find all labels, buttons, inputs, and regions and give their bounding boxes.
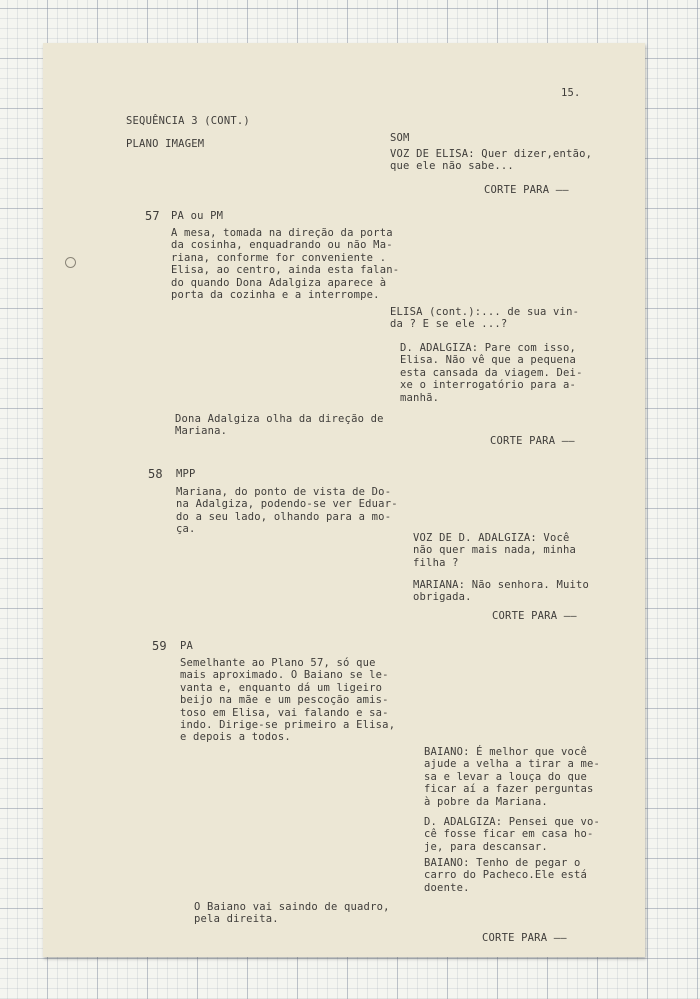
image-column-header: PLANO IMAGEM [126, 138, 205, 150]
sound-column-header: SOM [390, 132, 410, 144]
shot-image-description: Mariana, do ponto de vista de Do- na Adalgiza, podendo-se ver Eduar- do a seu lado, olhando para a mo- ça. [176, 486, 398, 536]
cut-marker: CORTE PARA —— [492, 610, 577, 622]
cut-marker: CORTE PARA —— [490, 435, 575, 447]
dialogue-adalgiza: D. ADALGIZA: Pensei que vo- cê fosse ficar em casa ho- je, para descansar. [424, 816, 601, 853]
dialogue-adalgiza: D. ADALGIZA: Pare com isso, Elisa. Não vê que a pequena esta cansada da viagem. Dei- xe o interrogatório para a- manhã. [400, 342, 583, 404]
punch-hole [65, 257, 76, 268]
shot-number: 59 [152, 639, 167, 653]
dialogue-baiano: BAIANO: É melhor que você ajude a velha a tirar a me- sa e levar a louça do que ficar aí a fazer perguntas à pobre da Mariana. [424, 746, 601, 808]
page-number: 15. [561, 87, 581, 99]
shot-type: PA [180, 640, 194, 652]
opening-dialogue: VOZ DE ELISA: Quer dizer,então, que ele não sabe... [390, 148, 593, 173]
dialogue-mariana: MARIANA: Não senhora. Muito obrigada. [413, 579, 590, 604]
shot-image-description: A mesa, tomada na direção da porta da cosinha, enquadrando ou não Ma- riana, conforme for conveniente . Elisa, ao centro, ainda esta falan- do quando Dona Adalgiza aparece à porta da cozinha e a interrompe. [171, 227, 400, 302]
shot-type: MPP [176, 468, 196, 480]
dialogue-elisa: ELISA (cont.):... de sua vin- da ? E se ele ...? [390, 306, 580, 331]
shot-image-description: O Baiano vai saindo de quadro, pela direita. [194, 901, 390, 926]
dialogue-baiano: BAIANO: Tenho de pegar o carro do Pacheco.Ele está doente. [424, 857, 588, 894]
shot-image-description: Semelhante ao Plano 57, só que mais aproximado. O Baiano se le- vanta e, enquanto dá um ligeiro beijo na mãe e um pescoção amis- toso em Elisa, vai falando e sa- indo. Dirige-se primeiro a Elisa, e depois a todos. [180, 657, 396, 744]
cut-marker: CORTE PARA —— [484, 184, 569, 196]
typewritten-script-page [43, 43, 645, 957]
dialogue-adalgiza: VOZ DE D. ADALGIZA: Você não quer mais nada, minha filha ? [413, 532, 577, 569]
cut-marker: CORTE PARA —— [482, 932, 567, 944]
shot-type: PA ou PM [171, 210, 224, 222]
shot-number: 58 [148, 467, 163, 481]
shot-image-description: Dona Adalgiza olha da direção de Mariana. [175, 413, 384, 438]
sequence-title: SEQUÊNCIA 3 (CONT.) [126, 115, 250, 127]
shot-number: 57 [145, 209, 160, 223]
